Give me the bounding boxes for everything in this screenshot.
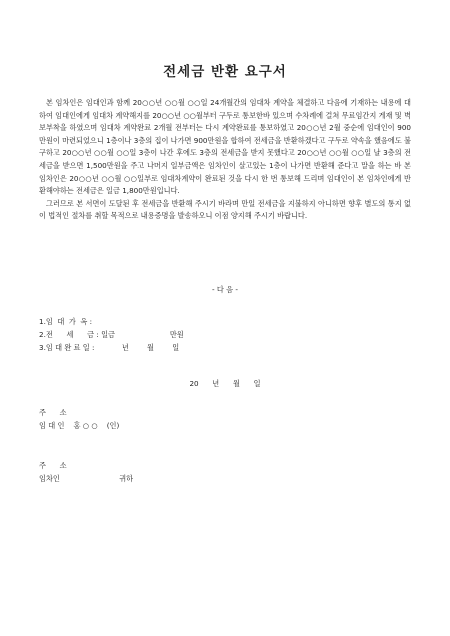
landlord-address: 주 소 <box>39 408 67 417</box>
document-body <box>39 97 411 223</box>
item-list <box>39 315 184 354</box>
body-paragraph-1: 본 임차인은 임대인과 함께 20○○년 ○○월 ○○일 24개월간의 임대차 계약을 체결하고 다음에 기재하는 내용에 대하여 임대인에게 임대차 계약해지를 20○○년 ○○월부터 구두로 통보한바 있으며 수차례에 걸쳐 무료임간지 게재 및 벽보부착을 하였으며 임대차 계약완료 2개월 전부터는 다시 계약완료를 통보하였고 20○○년 2월 중순에 임대인이 900만원이 마련되었으니 1층이나 3층의 집이 나가면 900만원을 합하여 전세금을 반환하겠다고 구두로 약속을 했음에도 불구하고 20○○년 ○○월 ○○일 3층이 나간 후에도 3층의 전세금을 받지 못했다고 20○○년 ○○월 ○○일 날 3층의 전세금을 받으면 1,500만원을 주고 나머지 일부금액은 임차인이 살고있는 1층이 나가면 반환해 준다고 말을 하는 바 본 임차인은 20○○년 ○○월 ○○일부로 임대차계약이 완료된 것을 다시 한 번 통보해 드리며 임대인이 본 임차인에게 반환해야하는 전세금은 일금 1,800만원입니다. <box>39 98 411 196</box>
tenant-address: 주 소 <box>39 461 67 470</box>
body-paragraph-2: 그러므로 본 서면이 도달된 후 전세금을 반환해 주시기 바라며 만일 전세금을 지불하지 아니하면 향후 별도의 통지 없이 법적인 절차를 취할 목적으로 내용증명을 발송하오니 이점 양지해 주시기 바랍니다. <box>39 198 411 221</box>
section-heading-dam: - 다 음 - <box>212 285 238 294</box>
date-line: 20 년 월 일 <box>189 379 261 388</box>
item-house: 1.임 대 가 옥 : <box>39 317 93 326</box>
document-title: 전세금 반환 요구서 <box>163 64 287 80</box>
landlord-name: 임 대 인 홍 ○ ○ (인) <box>39 421 120 430</box>
item-deposit: 2.전 세 금 : 일금 만원 <box>39 330 184 339</box>
tenant-name: 임차인 귀하 <box>39 474 134 483</box>
item-end-date: 3.임 대 완 료 일 : 년 월 일 <box>39 343 180 352</box>
